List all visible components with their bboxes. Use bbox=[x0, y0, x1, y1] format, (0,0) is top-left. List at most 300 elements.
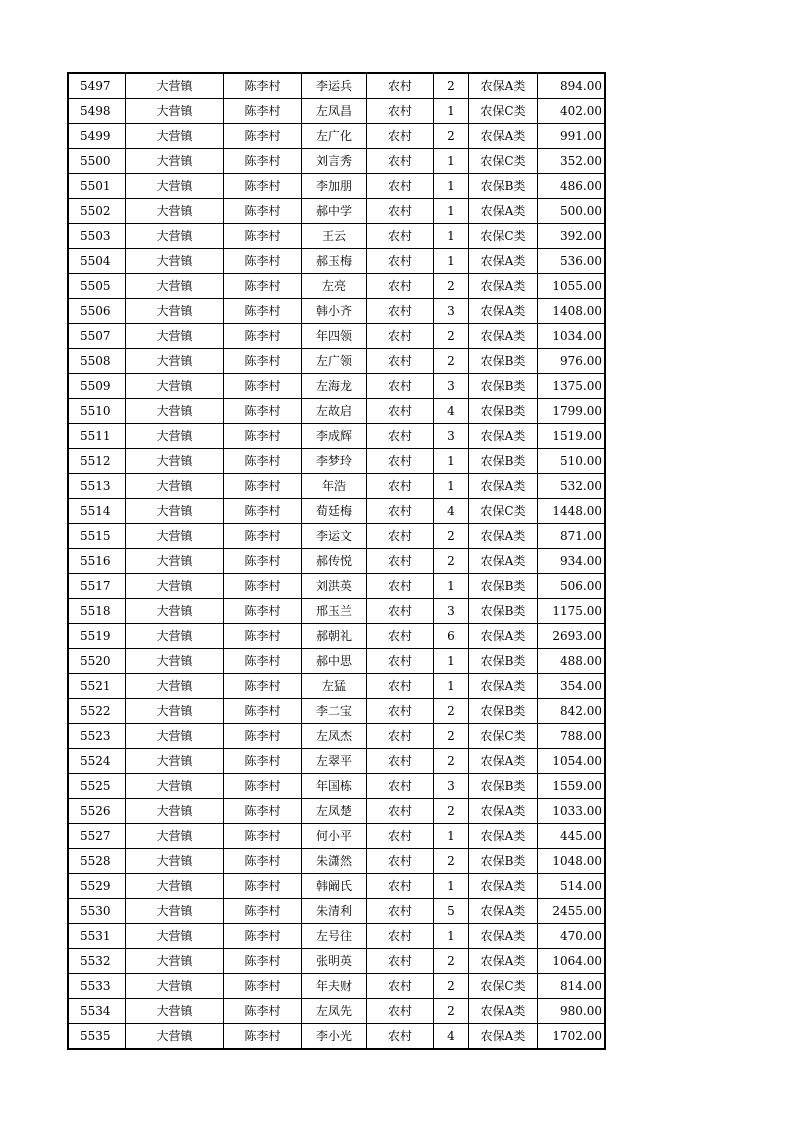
row-serial-number: 5512 bbox=[68, 449, 126, 474]
row-residence-type: 农村 bbox=[367, 974, 434, 999]
row-household-count: 1 bbox=[434, 224, 469, 249]
row-insurance-category: 农保A类 bbox=[469, 924, 538, 949]
row-village: 陈李村 bbox=[224, 749, 302, 774]
row-serial-number: 5514 bbox=[68, 499, 126, 524]
row-household-count: 3 bbox=[434, 299, 469, 324]
table-row bbox=[68, 899, 605, 924]
row-village: 陈李村 bbox=[224, 949, 302, 974]
table-row bbox=[68, 724, 605, 749]
row-insurance-category: 农保A类 bbox=[469, 524, 538, 549]
row-town: 大营镇 bbox=[126, 574, 224, 599]
row-insurance-category: 农保B类 bbox=[469, 349, 538, 374]
row-town: 大营镇 bbox=[126, 999, 224, 1024]
row-amount: 1559.00 bbox=[538, 774, 606, 799]
table-row bbox=[68, 499, 605, 524]
row-residence-type: 农村 bbox=[367, 224, 434, 249]
row-residence-type: 农村 bbox=[367, 349, 434, 374]
row-insurance-category: 农保A类 bbox=[469, 874, 538, 899]
row-residence-type: 农村 bbox=[367, 124, 434, 149]
row-village: 陈李村 bbox=[224, 199, 302, 224]
row-serial-number: 5501 bbox=[68, 174, 126, 199]
row-village: 陈李村 bbox=[224, 574, 302, 599]
row-amount: 445.00 bbox=[538, 824, 606, 849]
row-town: 大营镇 bbox=[126, 449, 224, 474]
row-residence-type: 农村 bbox=[367, 624, 434, 649]
table-row bbox=[68, 224, 605, 249]
row-residence-type: 农村 bbox=[367, 799, 434, 824]
row-residence-type: 农村 bbox=[367, 449, 434, 474]
row-serial-number: 5517 bbox=[68, 574, 126, 599]
row-household-count: 1 bbox=[434, 674, 469, 699]
row-residence-type: 农村 bbox=[367, 724, 434, 749]
row-village: 陈李村 bbox=[224, 999, 302, 1024]
table-row bbox=[68, 324, 605, 349]
row-village: 陈李村 bbox=[224, 149, 302, 174]
row-residence-type: 农村 bbox=[367, 474, 434, 499]
row-town: 大营镇 bbox=[126, 899, 224, 924]
row-insurance-category: 农保A类 bbox=[469, 124, 538, 149]
row-household-count: 3 bbox=[434, 374, 469, 399]
row-insurance-category: 农保A类 bbox=[469, 674, 538, 699]
row-amount: 1048.00 bbox=[538, 849, 606, 874]
row-recipient-name: 李成辉 bbox=[302, 424, 367, 449]
row-town: 大营镇 bbox=[126, 274, 224, 299]
row-insurance-category: 农保A类 bbox=[469, 474, 538, 499]
row-household-count: 4 bbox=[434, 399, 469, 424]
row-household-count: 1 bbox=[434, 99, 469, 124]
row-town: 大营镇 bbox=[126, 549, 224, 574]
row-recipient-name: 左广领 bbox=[302, 349, 367, 374]
row-insurance-category: 农保B类 bbox=[469, 699, 538, 724]
row-serial-number: 5528 bbox=[68, 849, 126, 874]
table-row bbox=[68, 349, 605, 374]
row-insurance-category: 农保A类 bbox=[469, 899, 538, 924]
row-residence-type: 农村 bbox=[367, 73, 434, 99]
row-village: 陈李村 bbox=[224, 824, 302, 849]
table-row bbox=[68, 924, 605, 949]
row-household-count: 2 bbox=[434, 324, 469, 349]
row-insurance-category: 农保C类 bbox=[469, 149, 538, 174]
row-serial-number: 5498 bbox=[68, 99, 126, 124]
row-recipient-name: 张明英 bbox=[302, 949, 367, 974]
row-amount: 2693.00 bbox=[538, 624, 606, 649]
row-serial-number: 5529 bbox=[68, 874, 126, 899]
row-town: 大营镇 bbox=[126, 299, 224, 324]
row-serial-number: 5522 bbox=[68, 699, 126, 724]
table-row bbox=[68, 424, 605, 449]
row-town: 大营镇 bbox=[126, 949, 224, 974]
row-insurance-category: 农保B类 bbox=[469, 849, 538, 874]
row-town: 大营镇 bbox=[126, 399, 224, 424]
table-row bbox=[68, 124, 605, 149]
row-recipient-name: 李加朋 bbox=[302, 174, 367, 199]
row-household-count: 5 bbox=[434, 899, 469, 924]
table-row bbox=[68, 824, 605, 849]
row-amount: 814.00 bbox=[538, 974, 606, 999]
row-village: 陈李村 bbox=[224, 524, 302, 549]
row-amount: 2455.00 bbox=[538, 899, 606, 924]
row-insurance-category: 农保A类 bbox=[469, 324, 538, 349]
row-serial-number: 5521 bbox=[68, 674, 126, 699]
table-row bbox=[68, 674, 605, 699]
row-town: 大营镇 bbox=[126, 774, 224, 799]
row-insurance-category: 农保B类 bbox=[469, 374, 538, 399]
row-insurance-category: 农保A类 bbox=[469, 824, 538, 849]
row-household-count: 1 bbox=[434, 574, 469, 599]
row-recipient-name: 年夫财 bbox=[302, 974, 367, 999]
row-residence-type: 农村 bbox=[367, 824, 434, 849]
row-amount: 1033.00 bbox=[538, 799, 606, 824]
row-household-count: 1 bbox=[434, 174, 469, 199]
row-household-count: 6 bbox=[434, 624, 469, 649]
row-serial-number: 5503 bbox=[68, 224, 126, 249]
row-village: 陈李村 bbox=[224, 649, 302, 674]
row-town: 大营镇 bbox=[126, 799, 224, 824]
row-amount: 980.00 bbox=[538, 999, 606, 1024]
table-row bbox=[68, 274, 605, 299]
table-row bbox=[68, 249, 605, 274]
row-amount: 506.00 bbox=[538, 574, 606, 599]
table-row bbox=[68, 99, 605, 124]
row-insurance-category: 农保C类 bbox=[469, 499, 538, 524]
row-serial-number: 5505 bbox=[68, 274, 126, 299]
row-recipient-name: 左凤先 bbox=[302, 999, 367, 1024]
row-amount: 871.00 bbox=[538, 524, 606, 549]
row-residence-type: 农村 bbox=[367, 299, 434, 324]
row-household-count: 1 bbox=[434, 249, 469, 274]
row-serial-number: 5524 bbox=[68, 749, 126, 774]
row-serial-number: 5510 bbox=[68, 399, 126, 424]
row-household-count: 2 bbox=[434, 849, 469, 874]
row-household-count: 2 bbox=[434, 124, 469, 149]
row-serial-number: 5516 bbox=[68, 549, 126, 574]
row-insurance-category: 农保A类 bbox=[469, 249, 538, 274]
row-amount: 536.00 bbox=[538, 249, 606, 274]
row-town: 大营镇 bbox=[126, 499, 224, 524]
row-recipient-name: 年国栋 bbox=[302, 774, 367, 799]
row-town: 大营镇 bbox=[126, 599, 224, 624]
row-residence-type: 农村 bbox=[367, 874, 434, 899]
row-amount: 510.00 bbox=[538, 449, 606, 474]
row-serial-number: 5504 bbox=[68, 249, 126, 274]
row-amount: 1175.00 bbox=[538, 599, 606, 624]
row-amount: 894.00 bbox=[538, 73, 606, 99]
row-village: 陈李村 bbox=[224, 449, 302, 474]
row-household-count: 2 bbox=[434, 274, 469, 299]
row-town: 大营镇 bbox=[126, 724, 224, 749]
table-row bbox=[68, 524, 605, 549]
row-amount: 1034.00 bbox=[538, 324, 606, 349]
row-town: 大营镇 bbox=[126, 249, 224, 274]
table-row bbox=[68, 149, 605, 174]
row-serial-number: 5532 bbox=[68, 949, 126, 974]
row-residence-type: 农村 bbox=[367, 574, 434, 599]
row-amount: 1519.00 bbox=[538, 424, 606, 449]
row-town: 大营镇 bbox=[126, 174, 224, 199]
row-insurance-category: 农保B类 bbox=[469, 399, 538, 424]
row-town: 大营镇 bbox=[126, 374, 224, 399]
row-town: 大营镇 bbox=[126, 699, 224, 724]
table-row bbox=[68, 1024, 605, 1050]
row-village: 陈李村 bbox=[224, 224, 302, 249]
row-insurance-category: 农保A类 bbox=[469, 1024, 538, 1050]
row-village: 陈李村 bbox=[224, 924, 302, 949]
row-insurance-category: 农保A类 bbox=[469, 549, 538, 574]
row-serial-number: 5523 bbox=[68, 724, 126, 749]
row-town: 大营镇 bbox=[126, 924, 224, 949]
table-row bbox=[68, 649, 605, 674]
row-town: 大营镇 bbox=[126, 124, 224, 149]
row-village: 陈李村 bbox=[224, 849, 302, 874]
row-village: 陈李村 bbox=[224, 799, 302, 824]
table-row bbox=[68, 699, 605, 724]
row-insurance-category: 农保B类 bbox=[469, 174, 538, 199]
row-residence-type: 农村 bbox=[367, 274, 434, 299]
row-town: 大营镇 bbox=[126, 524, 224, 549]
row-household-count: 2 bbox=[434, 999, 469, 1024]
row-household-count: 1 bbox=[434, 824, 469, 849]
row-recipient-name: 韩小齐 bbox=[302, 299, 367, 324]
row-amount: 1064.00 bbox=[538, 949, 606, 974]
row-serial-number: 5526 bbox=[68, 799, 126, 824]
row-town: 大营镇 bbox=[126, 624, 224, 649]
row-amount: 488.00 bbox=[538, 649, 606, 674]
row-residence-type: 农村 bbox=[367, 924, 434, 949]
row-household-count: 3 bbox=[434, 774, 469, 799]
row-village: 陈李村 bbox=[224, 1024, 302, 1050]
row-town: 大营镇 bbox=[126, 224, 224, 249]
row-recipient-name: 郝传悦 bbox=[302, 549, 367, 574]
row-insurance-category: 农保B类 bbox=[469, 449, 538, 474]
row-household-count: 2 bbox=[434, 749, 469, 774]
roster-body bbox=[68, 73, 605, 1049]
row-serial-number: 5530 bbox=[68, 899, 126, 924]
row-town: 大营镇 bbox=[126, 73, 224, 99]
row-village: 陈李村 bbox=[224, 324, 302, 349]
row-insurance-category: 农保A类 bbox=[469, 999, 538, 1024]
row-village: 陈李村 bbox=[224, 624, 302, 649]
row-town: 大营镇 bbox=[126, 649, 224, 674]
row-residence-type: 农村 bbox=[367, 649, 434, 674]
row-insurance-category: 农保A类 bbox=[469, 949, 538, 974]
row-recipient-name: 郝中学 bbox=[302, 199, 367, 224]
row-amount: 991.00 bbox=[538, 124, 606, 149]
row-insurance-category: 农保C类 bbox=[469, 224, 538, 249]
row-village: 陈李村 bbox=[224, 399, 302, 424]
row-town: 大营镇 bbox=[126, 149, 224, 174]
row-residence-type: 农村 bbox=[367, 524, 434, 549]
row-town: 大营镇 bbox=[126, 824, 224, 849]
row-town: 大营镇 bbox=[126, 349, 224, 374]
row-village: 陈李村 bbox=[224, 124, 302, 149]
table-row bbox=[68, 599, 605, 624]
row-amount: 1055.00 bbox=[538, 274, 606, 299]
row-serial-number: 5499 bbox=[68, 124, 126, 149]
row-town: 大营镇 bbox=[126, 749, 224, 774]
row-serial-number: 5535 bbox=[68, 1024, 126, 1050]
row-household-count: 2 bbox=[434, 974, 469, 999]
row-amount: 1408.00 bbox=[538, 299, 606, 324]
row-village: 陈李村 bbox=[224, 474, 302, 499]
row-amount: 402.00 bbox=[538, 99, 606, 124]
table-row bbox=[68, 949, 605, 974]
row-insurance-category: 农保B类 bbox=[469, 574, 538, 599]
row-household-count: 2 bbox=[434, 949, 469, 974]
row-town: 大营镇 bbox=[126, 474, 224, 499]
row-serial-number: 5502 bbox=[68, 199, 126, 224]
row-residence-type: 农村 bbox=[367, 1024, 434, 1050]
row-insurance-category: 农保C类 bbox=[469, 974, 538, 999]
row-household-count: 1 bbox=[434, 199, 469, 224]
row-residence-type: 农村 bbox=[367, 149, 434, 174]
table-row bbox=[68, 799, 605, 824]
row-recipient-name: 荀廷梅 bbox=[302, 499, 367, 524]
table-row bbox=[68, 624, 605, 649]
row-insurance-category: 农保A类 bbox=[469, 749, 538, 774]
row-village: 陈李村 bbox=[224, 374, 302, 399]
row-residence-type: 农村 bbox=[367, 374, 434, 399]
row-household-count: 1 bbox=[434, 874, 469, 899]
row-residence-type: 农村 bbox=[367, 774, 434, 799]
row-insurance-category: 农保B类 bbox=[469, 649, 538, 674]
row-serial-number: 5527 bbox=[68, 824, 126, 849]
row-insurance-category: 农保C类 bbox=[469, 99, 538, 124]
row-village: 陈李村 bbox=[224, 299, 302, 324]
row-serial-number: 5534 bbox=[68, 999, 126, 1024]
row-town: 大营镇 bbox=[126, 324, 224, 349]
row-insurance-category: 农保C类 bbox=[469, 724, 538, 749]
row-household-count: 2 bbox=[434, 349, 469, 374]
row-residence-type: 农村 bbox=[367, 599, 434, 624]
row-recipient-name: 刘言秀 bbox=[302, 149, 367, 174]
row-village: 陈李村 bbox=[224, 599, 302, 624]
row-residence-type: 农村 bbox=[367, 949, 434, 974]
row-residence-type: 农村 bbox=[367, 499, 434, 524]
row-household-count: 2 bbox=[434, 549, 469, 574]
row-household-count: 2 bbox=[434, 73, 469, 99]
row-household-count: 3 bbox=[434, 599, 469, 624]
row-household-count: 1 bbox=[434, 474, 469, 499]
row-amount: 392.00 bbox=[538, 224, 606, 249]
row-amount: 842.00 bbox=[538, 699, 606, 724]
row-recipient-name: 左凤昌 bbox=[302, 99, 367, 124]
row-household-count: 4 bbox=[434, 1024, 469, 1050]
row-village: 陈李村 bbox=[224, 899, 302, 924]
row-insurance-category: 农保A类 bbox=[469, 424, 538, 449]
row-amount: 934.00 bbox=[538, 549, 606, 574]
row-residence-type: 农村 bbox=[367, 324, 434, 349]
table-row bbox=[68, 199, 605, 224]
row-village: 陈李村 bbox=[224, 174, 302, 199]
row-amount: 1448.00 bbox=[538, 499, 606, 524]
row-recipient-name: 左猛 bbox=[302, 674, 367, 699]
row-recipient-name: 何小平 bbox=[302, 824, 367, 849]
subsidy-roster-table bbox=[67, 72, 606, 1050]
row-amount: 1375.00 bbox=[538, 374, 606, 399]
table-row bbox=[68, 749, 605, 774]
row-residence-type: 农村 bbox=[367, 899, 434, 924]
table-row bbox=[68, 73, 605, 99]
row-amount: 532.00 bbox=[538, 474, 606, 499]
row-village: 陈李村 bbox=[224, 99, 302, 124]
row-residence-type: 农村 bbox=[367, 249, 434, 274]
table-row bbox=[68, 849, 605, 874]
row-village: 陈李村 bbox=[224, 774, 302, 799]
row-household-count: 2 bbox=[434, 524, 469, 549]
row-recipient-name: 韩阚氏 bbox=[302, 874, 367, 899]
row-town: 大营镇 bbox=[126, 424, 224, 449]
row-serial-number: 5506 bbox=[68, 299, 126, 324]
row-serial-number: 5497 bbox=[68, 73, 126, 99]
table-row bbox=[68, 449, 605, 474]
row-amount: 976.00 bbox=[538, 349, 606, 374]
row-amount: 500.00 bbox=[538, 199, 606, 224]
row-recipient-name: 李二宝 bbox=[302, 699, 367, 724]
row-recipient-name: 李梦玲 bbox=[302, 449, 367, 474]
row-recipient-name: 李运兵 bbox=[302, 73, 367, 99]
table-row bbox=[68, 574, 605, 599]
row-residence-type: 农村 bbox=[367, 99, 434, 124]
row-town: 大营镇 bbox=[126, 674, 224, 699]
row-insurance-category: 农保B类 bbox=[469, 599, 538, 624]
row-recipient-name: 李小光 bbox=[302, 1024, 367, 1050]
row-insurance-category: 农保A类 bbox=[469, 624, 538, 649]
row-household-count: 4 bbox=[434, 499, 469, 524]
row-recipient-name: 郝玉梅 bbox=[302, 249, 367, 274]
row-recipient-name: 年浩 bbox=[302, 474, 367, 499]
table-row bbox=[68, 874, 605, 899]
row-residence-type: 农村 bbox=[367, 849, 434, 874]
row-village: 陈李村 bbox=[224, 724, 302, 749]
row-insurance-category: 农保B类 bbox=[469, 774, 538, 799]
row-village: 陈李村 bbox=[224, 699, 302, 724]
row-residence-type: 农村 bbox=[367, 999, 434, 1024]
row-serial-number: 5525 bbox=[68, 774, 126, 799]
row-amount: 1799.00 bbox=[538, 399, 606, 424]
row-village: 陈李村 bbox=[224, 249, 302, 274]
row-amount: 470.00 bbox=[538, 924, 606, 949]
row-household-count: 2 bbox=[434, 699, 469, 724]
row-residence-type: 农村 bbox=[367, 424, 434, 449]
row-serial-number: 5515 bbox=[68, 524, 126, 549]
row-serial-number: 5508 bbox=[68, 349, 126, 374]
row-amount: 352.00 bbox=[538, 149, 606, 174]
table-row bbox=[68, 174, 605, 199]
row-recipient-name: 左亮 bbox=[302, 274, 367, 299]
row-household-count: 2 bbox=[434, 724, 469, 749]
row-recipient-name: 邢玉兰 bbox=[302, 599, 367, 624]
row-village: 陈李村 bbox=[224, 974, 302, 999]
row-recipient-name: 王云 bbox=[302, 224, 367, 249]
row-serial-number: 5533 bbox=[68, 974, 126, 999]
row-serial-number: 5513 bbox=[68, 474, 126, 499]
row-village: 陈李村 bbox=[224, 349, 302, 374]
row-town: 大营镇 bbox=[126, 99, 224, 124]
row-amount: 1054.00 bbox=[538, 749, 606, 774]
row-amount: 354.00 bbox=[538, 674, 606, 699]
row-insurance-category: 农保A类 bbox=[469, 274, 538, 299]
row-serial-number: 5509 bbox=[68, 374, 126, 399]
row-serial-number: 5531 bbox=[68, 924, 126, 949]
table-row bbox=[68, 299, 605, 324]
row-residence-type: 农村 bbox=[367, 674, 434, 699]
row-recipient-name: 左故启 bbox=[302, 399, 367, 424]
row-recipient-name: 刘洪英 bbox=[302, 574, 367, 599]
row-serial-number: 5500 bbox=[68, 149, 126, 174]
row-amount: 1702.00 bbox=[538, 1024, 606, 1050]
row-recipient-name: 郝朝礼 bbox=[302, 624, 367, 649]
row-household-count: 1 bbox=[434, 649, 469, 674]
